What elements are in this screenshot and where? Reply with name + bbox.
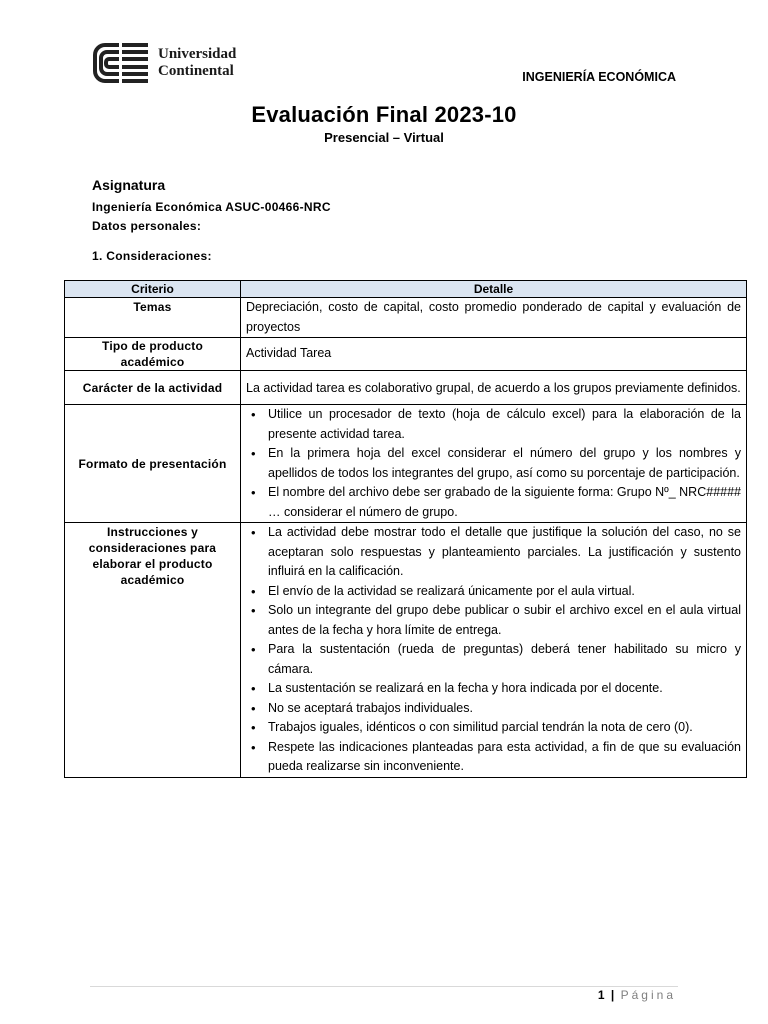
table-row <box>65 371 747 405</box>
detail-cell <box>241 405 747 523</box>
institution-name <box>158 46 236 80</box>
table-row <box>65 405 747 523</box>
table-row <box>65 523 747 778</box>
criteria-table <box>64 280 747 778</box>
detail-cell <box>241 523 747 778</box>
header-criterio: Criterio <box>65 281 241 298</box>
criterion-cell: Tipo de producto académico <box>65 338 241 371</box>
detail-cell: Depreciación, costo de capital, costo promedio ponderado de capital y evaluación de proyectos <box>241 298 747 338</box>
detail-cell: La actividad tarea es colaborativo grupal, de acuerdo a los grupos previamente definidos. <box>241 371 747 405</box>
institution-name-line2: Continental <box>158 63 234 79</box>
criterion-cell: Formato de presentación <box>65 405 241 523</box>
header-detalle: Detalle <box>241 281 747 298</box>
criterion-cell: Instrucciones y consideraciones para elaborar el producto académico <box>65 523 241 778</box>
page-word: Página <box>620 988 676 1002</box>
personal-data-label: Datos personales: <box>92 219 202 233</box>
criterion-cell: Temas <box>65 298 241 338</box>
institution-name-line1: Universidad <box>158 46 237 62</box>
university-logo <box>92 42 236 84</box>
header-subject: INGENIERÍA ECONÓMICA <box>522 70 676 84</box>
section-heading: 1. Consideraciones: <box>92 249 212 263</box>
list-item: • La sustentación se realizará en la fecha y hora indicada por el docente. <box>268 679 741 699</box>
document-subtitle: Presencial – Virtual <box>324 130 444 145</box>
list-item: • Utilice un procesador de texto (hoja de cálculo excel) para la elaboración de la presente actividad tarea. <box>268 405 741 444</box>
asignatura-label: Asignatura <box>92 177 166 193</box>
table-header-row <box>65 281 747 298</box>
list-item: • La actividad debe mostrar todo el detalle que justifique la solución del caso, no se aceptaran solo respuestas y planteamiento parciales. La justificación y sustento influirá en la calificación. <box>268 523 741 582</box>
detail-cell: Actividad Tarea <box>241 338 747 371</box>
bullet-list <box>246 405 741 522</box>
table-row <box>65 298 747 338</box>
footer-separator: | <box>610 988 615 1002</box>
list-item: • Solo un integrante del grupo debe publicar o subir el archivo excel en el aula virtual antes de la fecha y hora límite de entrega. <box>268 601 741 640</box>
list-item: • Trabajos iguales, idénticos o con similitud parcial tendrán la nota de cero (0). <box>268 718 741 738</box>
page-footer <box>598 988 676 1002</box>
table-row <box>65 338 747 371</box>
list-item: • En la primera hoja del excel considerar el número del grupo y los nombres y apellidos de todos los integrantes del grupo, así como su porcentaje de participación. <box>268 444 741 483</box>
criterion-cell: Carácter de la actividad <box>65 371 241 405</box>
list-item: • Para la sustentación (rueda de preguntas) deberá tener habilitado su micro y cámara. <box>268 640 741 679</box>
list-item: • El envío de la actividad se realizará únicamente por el aula virtual. <box>268 582 741 602</box>
page-number: 1 <box>597 988 605 1002</box>
bullet-list <box>246 523 741 777</box>
continental-logo-icon <box>92 42 150 84</box>
list-item: • No se aceptará trabajos individuales. <box>268 699 741 719</box>
document-title: Evaluación Final 2023-10 <box>251 102 517 127</box>
list-item: • Respete las indicaciones planteadas para esta actividad, a fin de que su evaluación pueda realizarse sin inconveniente. <box>268 738 741 777</box>
list-item: • El nombre del archivo debe ser grabado de la siguiente forma: Grupo Nº_ NRC##### … considerar el número de grupo. <box>268 483 741 522</box>
footer-divider <box>90 986 678 987</box>
course-line: Ingeniería Económica ASUC-00466-NRC <box>92 200 331 214</box>
